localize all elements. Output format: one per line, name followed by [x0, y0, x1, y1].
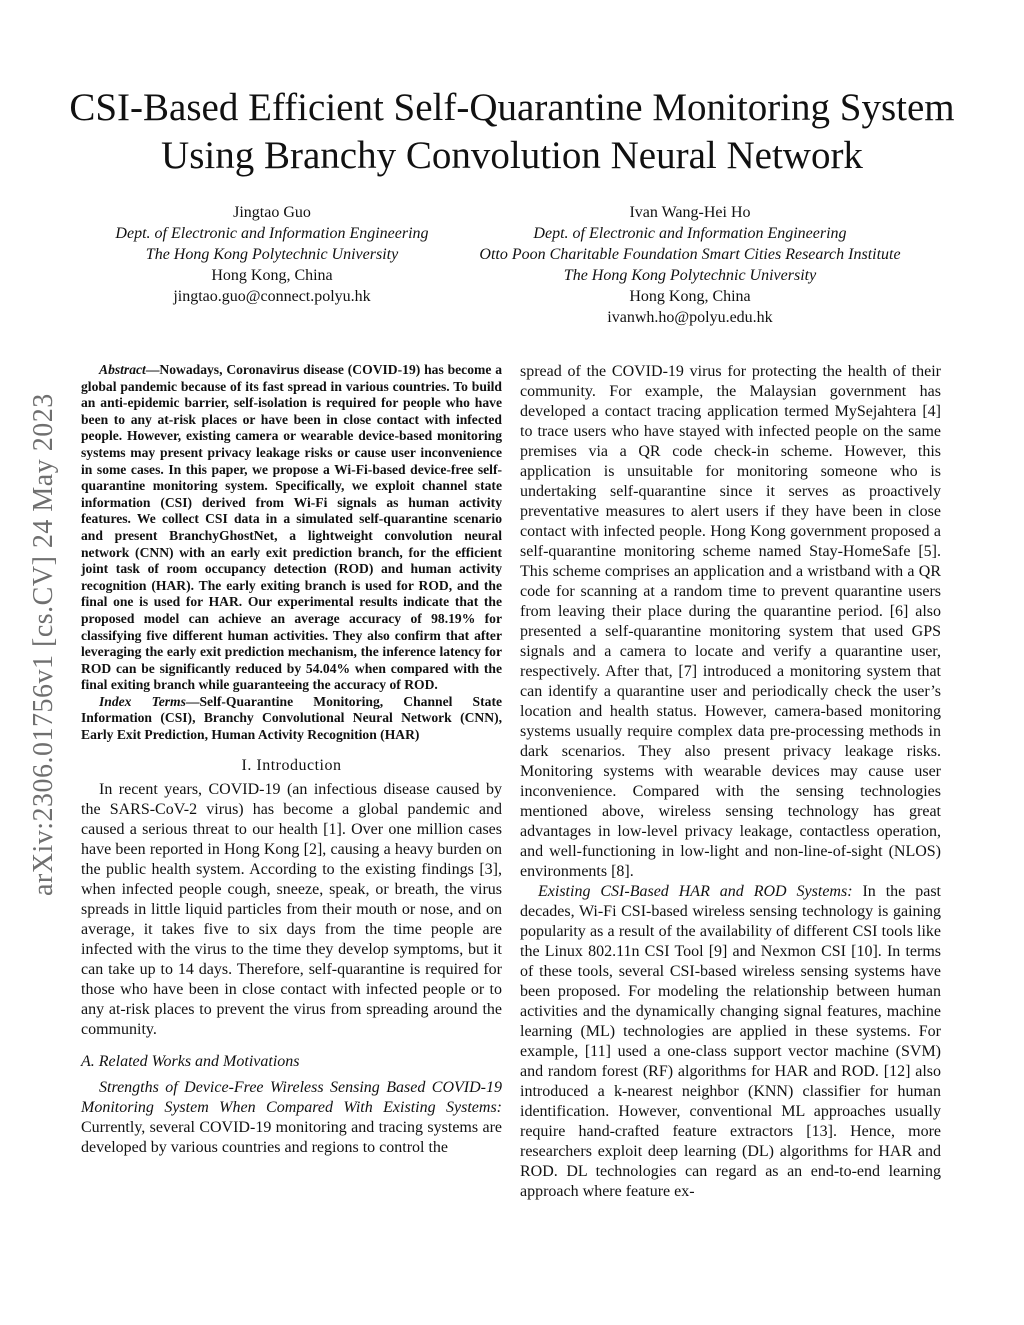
author-affiliation-2: The Hong Kong Polytechnic University [563, 267, 817, 284]
author-email: ivanwh.ho@polyu.edu.hk [607, 309, 773, 326]
author-name: Ivan Wang-Hei Ho [629, 204, 751, 221]
right-paragraph-1: spread of the COVID-19 virus for protecting the health of their community. For example, the Malaysian government has developed a contact tracing application termed MySejahtera [4] to trace users who have stayed with infected people on the same premises via a QR code check-in scheme. However, this application is unsuitable for monitoring someone who is undertaking self-quarantine since it serves as proactively preventative measures to alert users if they have been in close contact with infected people. Hong Kong government proposed a self-quarantine monitoring scheme named Stay-HomeSafe [5]. This scheme comprises an application and a wristband with a QR code for scanning at a random time to prevent quarantine users from leaving their place during the quarantine period. [6] also presented a self-quarantine monitoring system that used GPS signals and a camera to locate and verify a quarantine user, respectively. After that, [7] introduced a monitoring system that can identify a quarantine user and periodically check the user’s location and health status. However, camera-based monitoring systems usually require complex data pre-processing methods in dark scenarios. They also present privacy leakage risks. Monitoring systems with wearable devices may cause user inconvenience. Compared with the sensing technologies mentioned above, wireless sensing technology has great advantages in low-level privacy leakage, contactless operation, and well-functioning in low-light and non-line-of-sight (NLOS) environments [8]. [520, 363, 941, 880]
index-terms-label: Index Terms [99, 693, 186, 709]
subsection-heading: A. Related Works and Motivations [81, 1052, 300, 1070]
abstract [81, 362, 502, 694]
author-block-1 [80, 202, 464, 307]
paragraph-text: Currently, several COVID-19 monitoring and tracing systems are developed by various countries and regions to control the [81, 1118, 502, 1156]
index-terms [81, 694, 502, 744]
author-department: Dept. of Electronic and Information Engineering [115, 225, 429, 242]
right-paragraph-2 [520, 882, 941, 1202]
section-heading: I. Introduction [241, 756, 342, 774]
author-location: Hong Kong, China [629, 288, 751, 305]
paper-title: CSI-Based Efficient Self-Quarantine Monitoring System Using Branchy Convolution Neural Network [69, 86, 955, 177]
right-column [520, 362, 941, 1202]
author-block-2 [440, 202, 940, 328]
paragraph-lead: Existing CSI-Based HAR and ROD Systems: [538, 883, 853, 900]
abstract-text: —Nowadays, Coronavirus disease (COVID-19) has become a global pandemic because of its fast spread in various countries. To build an anti-epidemic barrier, self-isolation is required for people who have been to any at-risk places or have been in close contact with infected people. However, existing camera or wearable device-based monitoring systems may present privacy leakage risks or cause user inconvenience in some cases. In this paper, we propose a Wi-Fi-based device-free self-quarantine monitoring system. Specifically, we exploit channel state information (CSI) derived from Wi-Fi signals as human activity features. We collect CSI data in a simulated self-quarantine scenario and present BranchyGhostNet, a lightweight convolution neural network (CNN) with an early exit prediction branch, for the efficient joint task of room occupancy detection (ROD) and human activity recognition (HAR). The early exiting branch is used for ROD, and the final one is used for HAR. Our experimental results indicate that the proposed model can achieve an average accuracy of 98.19% for classifying five different human activities. They also confirm that after leveraging the early exit prediction mechanism, the inference latency for ROD can be significantly reduced by 54.04% when compared with the final exiting branch while guaranteeing the accuracy of ROD. [81, 362, 502, 693]
author-email: jingtao.guo@connect.polyu.hk [173, 288, 371, 305]
intro-paragraph: In recent years, COVID-19 (an infectious disease caused by the SARS-CoV-2 virus) has become a global pandemic and caused a serious threat to our health [1]. Over one million cases have been reported in Hong Kong [2], causing a heavy burden on the public health system. According to the existing findings [3], when infected people cough, sneeze, speak, or breath, the virus spreads in little liquid particles from their mouth or nose, and on average, it takes five to six days from the time people are infected with the virus to the time they develop symptoms, but it can take up to 14 days. Therefore, self-quarantine is required for those who have been in close contact with infected people or to any at-risk places to prevent the virus from spreading around the community. [81, 780, 502, 1038]
left-column [81, 362, 502, 1158]
author-location: Hong Kong, China [211, 267, 333, 284]
author-department: Dept. of Electronic and Information Engineering [533, 225, 847, 242]
paragraph-lead: Strengths of Device-Free Wireless Sensing Based COVID-19 Monitoring System When Compared With Existing Systems: [81, 1078, 502, 1116]
abstract-label: Abstract [99, 362, 146, 377]
paragraph-text: In the past decades, Wi-Fi CSI-based wireless sensing technology is gaining popularity as a result of the availability of different CSI tools like the Linux 802.11n CSI Tool [9] and Nexmon CSI [10]. In terms of these tools, several CSI-based wireless sensing systems have been proposed. For modeling the relationship between human activities and the dynamically changing signal features, machine learning (ML) technologies are applied in these systems. For example, [11] used a one-class support vector machine (SVM) and random forest (RF) algorithms for HAR and ROD. [12] also introduced a k-nearest neighbor (KNN) classifier for human identification. However, conventional ML approaches usually require hand-crafted feature extractors [13]. Hence, more researchers exploit deep learning (DL) algorithms for HAR and ROD. DL technologies can regard as an end-to-end learning approach where feature ex- [520, 883, 941, 1200]
author-name: Jingtao Guo [233, 204, 311, 221]
index-terms-text: —Self-Quarantine Monitoring, Channel State Information (CSI), Branchy Convolutional Neural Network (CNN), Early Exit Prediction, Human Activity Recognition (HAR) [81, 693, 502, 743]
author-affiliation: The Hong Kong Polytechnic University [145, 246, 399, 263]
motivation-paragraph [81, 1078, 502, 1158]
author-affiliation: Otto Poon Charitable Foundation Smart Cities Research Institute [479, 246, 901, 263]
arxiv-identifier: arXiv:2306.01756v1 [cs.CV] 24 May 2023 [28, 393, 59, 897]
